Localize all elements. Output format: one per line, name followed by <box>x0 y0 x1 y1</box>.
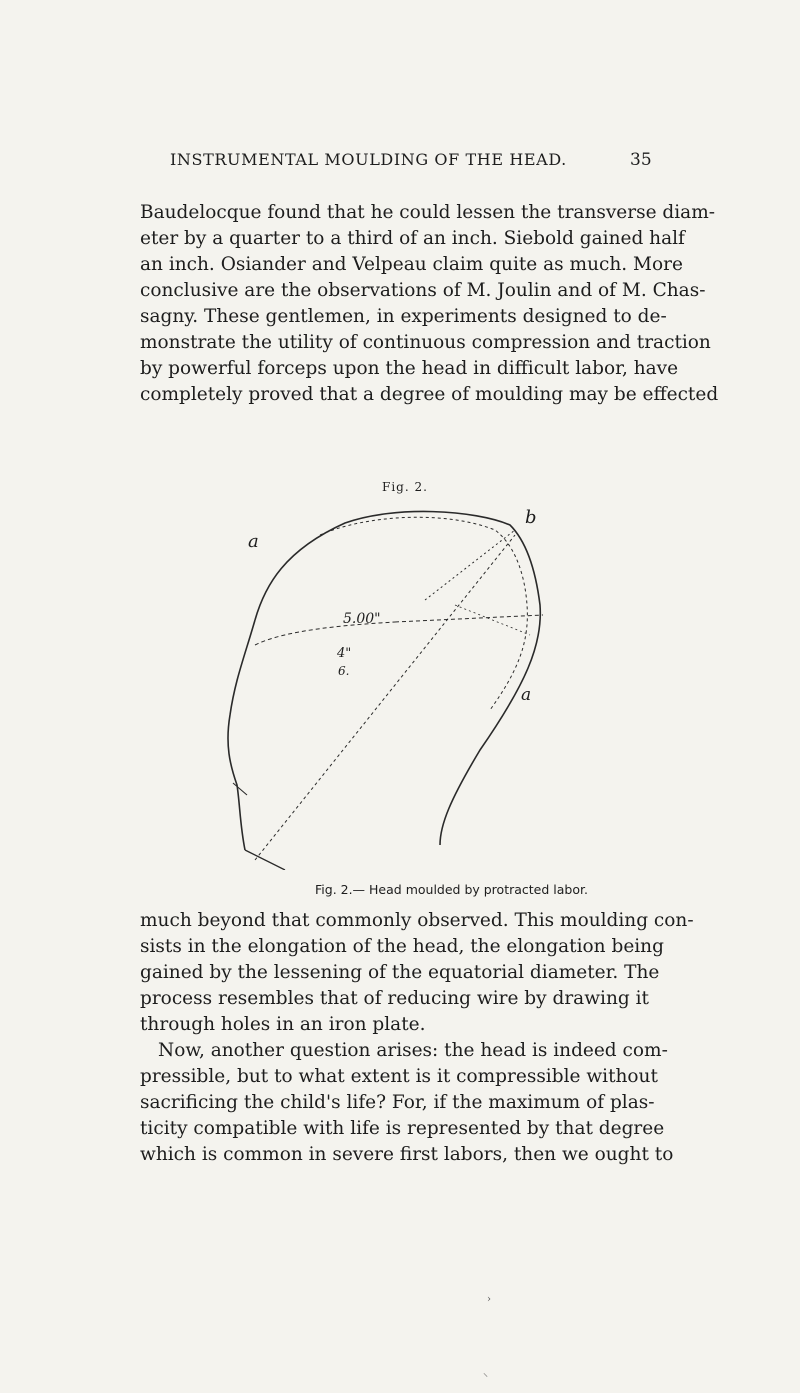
head-moulding-diagram <box>225 505 575 870</box>
stray-mark: ⸜ <box>483 1368 488 1379</box>
label-a-top: a <box>248 531 259 552</box>
diameter-line-diagonal-b <box>425 530 515 600</box>
head-outline <box>255 511 540 845</box>
paragraph-2 <box>140 908 694 1038</box>
text-line: sists in the elongation of the head, the elongation being <box>140 936 664 957</box>
label-b-top: b <box>525 507 537 528</box>
running-header: INSTRUMENTAL MOULDING OF THE HEAD. <box>170 150 567 169</box>
text-line: pressible, but to what extent is it compressible without <box>140 1066 658 1087</box>
head-outline-left <box>228 620 255 850</box>
text-line: monstrate the utility of continuous compression and traction <box>140 332 711 353</box>
text-line: completely proved that a degree of moulding may be effected <box>140 384 719 405</box>
text-line: much beyond that commonly observed. This moulding con- <box>140 910 694 931</box>
text-line: Baudelocque found that he could lessen the transverse diam- <box>140 202 715 223</box>
text-line: which is common in severe first labors, then we ought to <box>140 1144 674 1165</box>
figure-label: Fig. 2. <box>382 480 428 494</box>
text-line: conclusive are the observations of M. Joulin and of M. Chas- <box>140 280 706 301</box>
paragraph-1 <box>140 200 719 408</box>
measurement-5-inches: 5.00" <box>343 611 381 627</box>
paragraph-3 <box>140 1038 674 1168</box>
text-line: through holes in an iron plate. <box>140 1014 426 1035</box>
page-number: 35 <box>630 150 652 170</box>
stray-mark: › <box>487 1294 491 1305</box>
measurement-6: 6. <box>338 664 350 678</box>
text-line: Now, another question arises: the head is indeed com- <box>158 1040 668 1061</box>
text-line: ticity compatible with life is represented by that degree <box>140 1118 665 1139</box>
text-line: sagny. These gentlemen, in experiments designed to de- <box>140 306 667 327</box>
measurement-4-inches: 4" <box>337 646 352 661</box>
figure-caption: Fig. 2.— Head moulded by protracted labor. <box>315 882 588 897</box>
text-line: process resembles that of reducing wire by drawing it <box>140 988 649 1009</box>
diameter-line-diagonal-long <box>255 535 515 860</box>
diameter-line-horizontal <box>395 615 543 622</box>
text-line: eter by a quarter to a third of an inch. Siebold gained half <box>140 228 685 249</box>
text-line: sacrificing the child's life? For, if the maximum of plas- <box>140 1092 655 1113</box>
label-a-right: a <box>521 685 532 705</box>
text-line: gained by the lessening of the equatorial diameter. The <box>140 962 660 983</box>
text-line: an inch. Osiander and Velpeau claim quite as much. More <box>140 254 683 275</box>
text-line: by powerful forceps upon the head in difficult labor, have <box>140 358 679 379</box>
chin-outline <box>245 850 285 870</box>
